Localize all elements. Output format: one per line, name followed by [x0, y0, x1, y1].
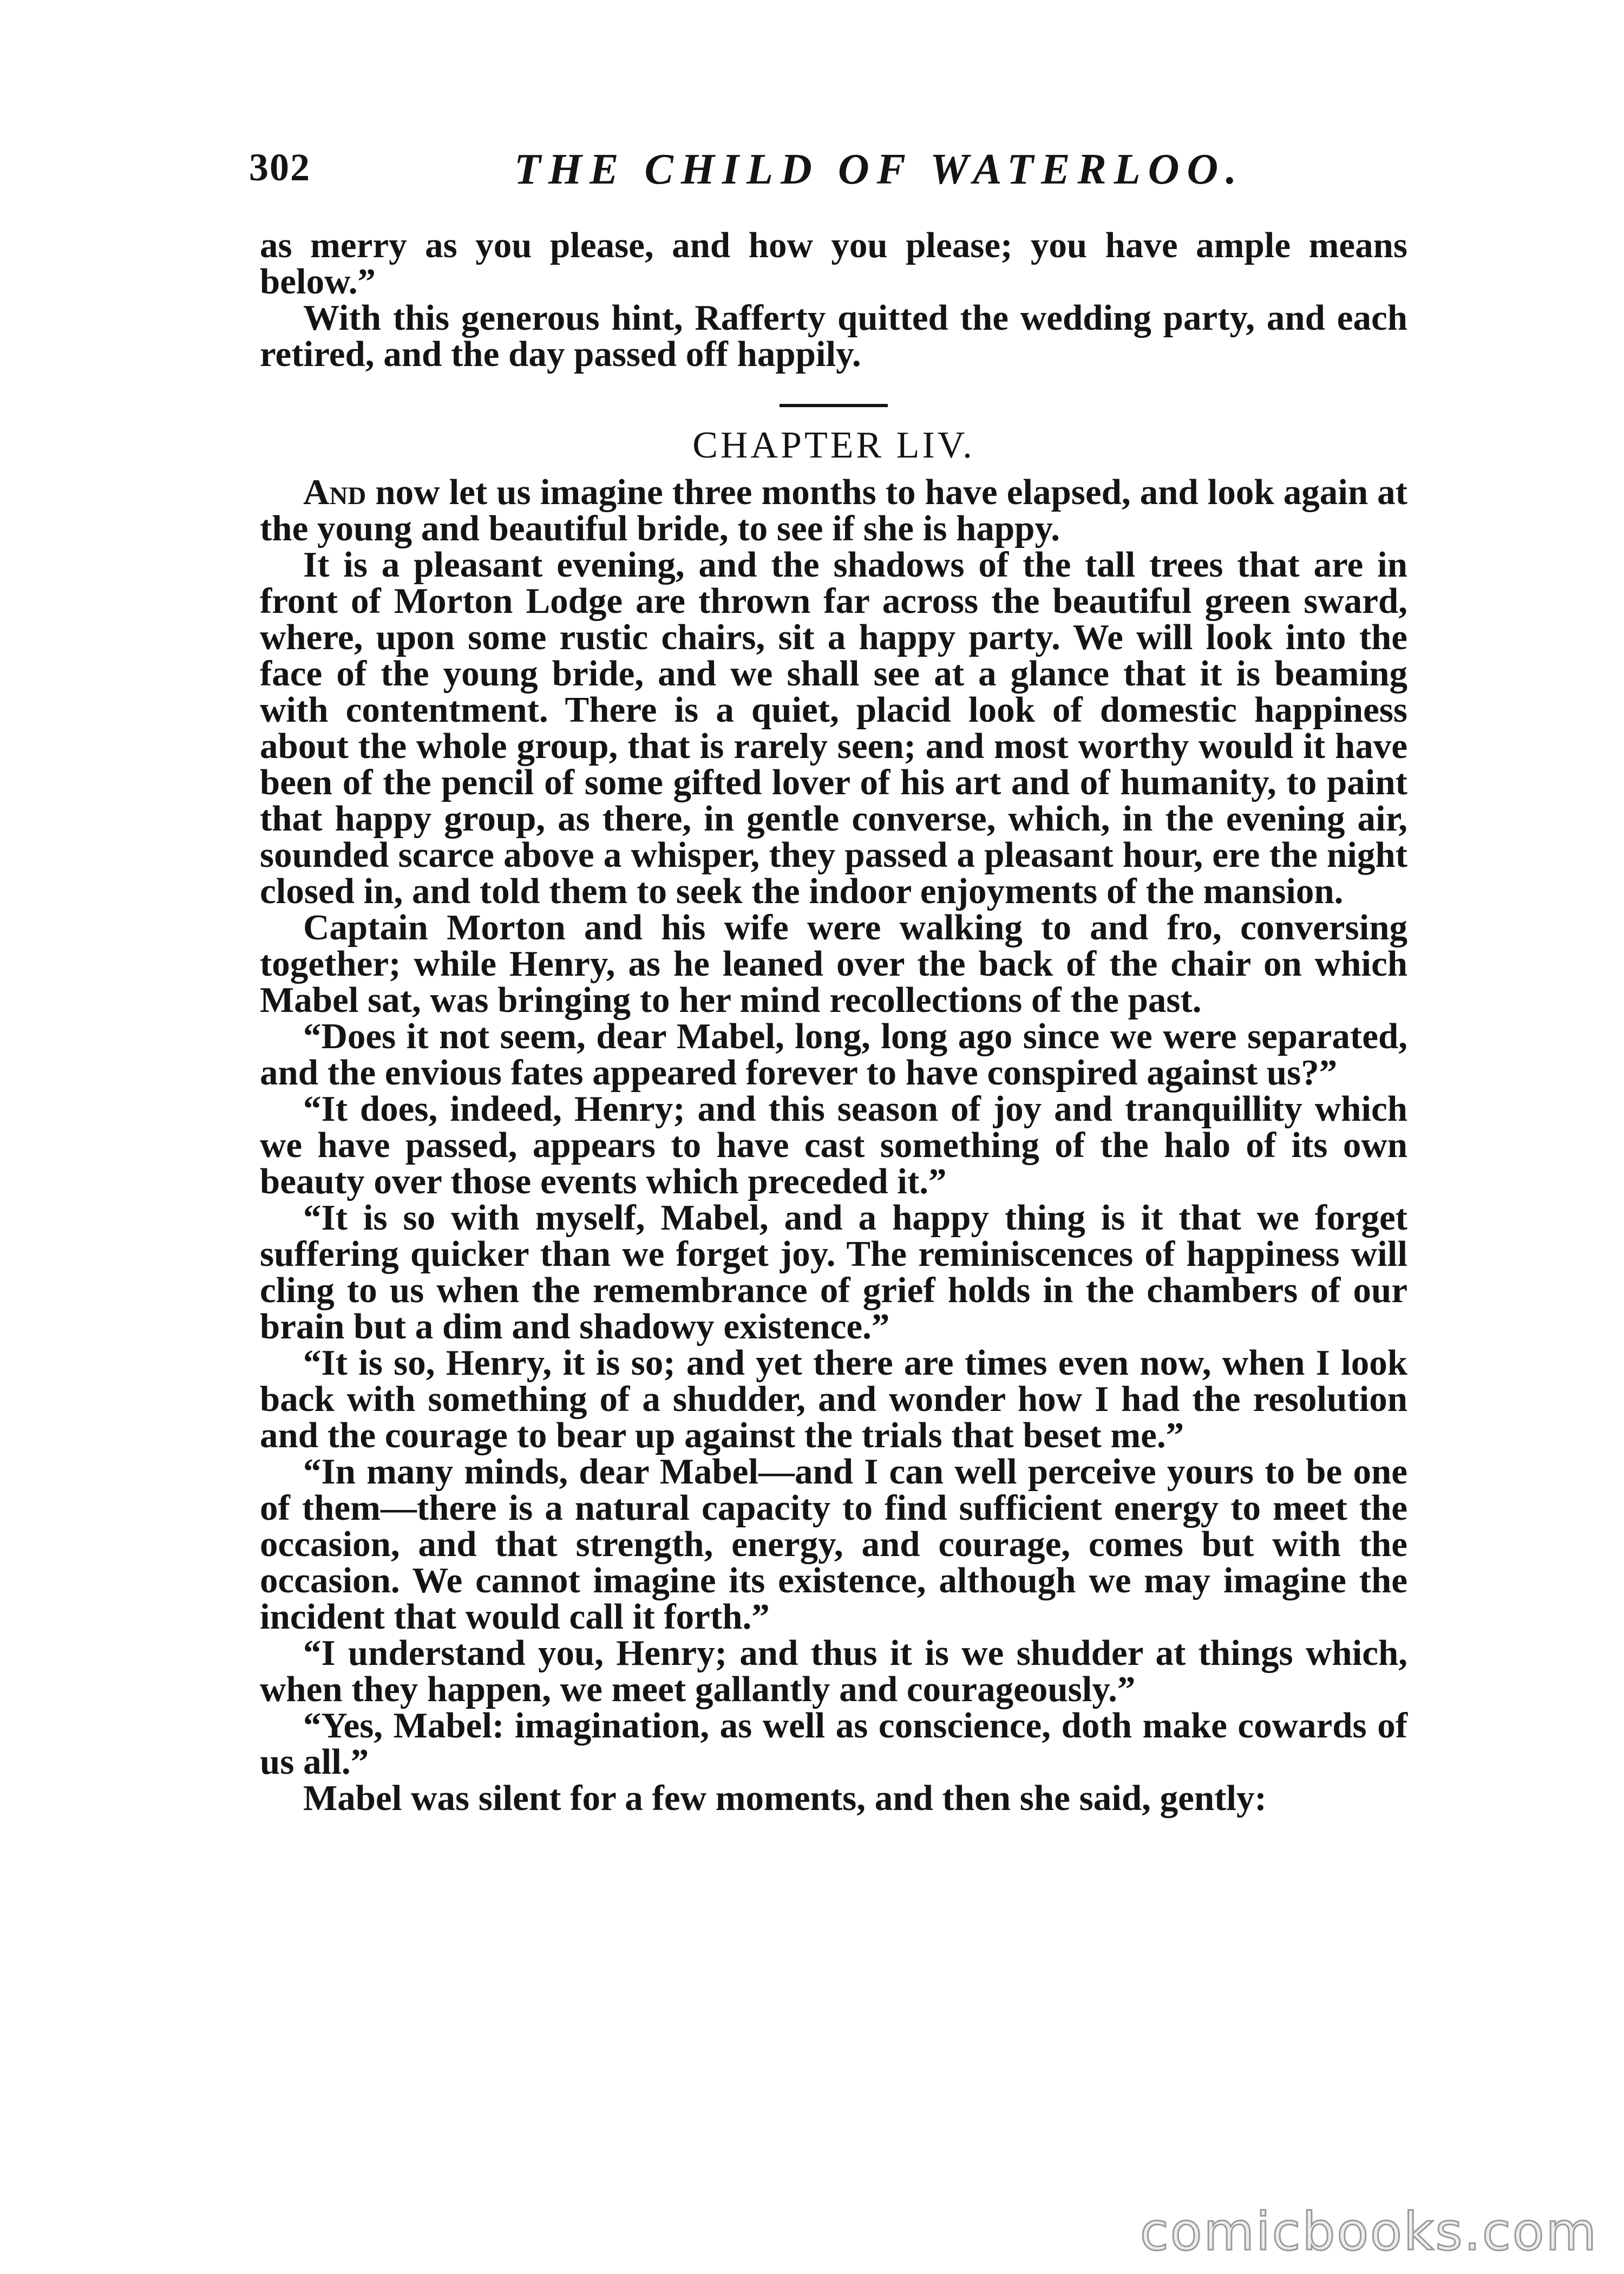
paragraph: “It is so, Henry, it is so; and yet there are times even now, when I look back with something of a shudder, and wonder how I had the resolution and the courage to bear up against the trials that beset me.” [260, 1343, 1407, 1455]
site-watermark: comicbooks.com [1140, 2201, 1598, 2262]
paragraph: “In many minds, dear Mabel—and I can well perceive yours to be one of them—there is a natural capacity to find sufficient energy to meet the occasion, and that strength, energy, and courage, comes but with the occasion. We cannot imagine its existence, although we may imagine the incident that would call it forth.” [260, 1452, 1407, 1637]
paragraph: Mabel was silent for a few moments, and then she said, gently: [303, 1778, 1267, 1818]
paragraph: “It is so with myself, Mabel, and a happy thing is it that we forget suffering quicker than we forget joy. The reminiscences of happiness will cling to us when the remembrance of grief holds in the chambers of our brain but a dim and shadowy existence.” [260, 1198, 1407, 1347]
paragraph: “Yes, Mabel: imagination, as well as conscience, doth make cowards of us all.” [260, 1706, 1407, 1782]
paragraph: “Does it not seem, dear Mabel, long, long ago since we were separated, and the envious fates appeared forever to have conspired against us?” [260, 1016, 1407, 1093]
running-head [249, 145, 1407, 205]
opening-word: And [303, 472, 366, 512]
chapter-opening-paragraph [260, 474, 1407, 547]
paragraph: Captain Morton and his wife were walking to and fro, conversing together; while Henry, as he leaned over the back of the chair on which Mabel sat, was bringing to her mind recollections of the past. [260, 907, 1407, 1020]
page-number: 302 [249, 146, 311, 189]
paragraph: “I understand you, Henry; and thus it is we shudder at things which, when they happen, we meet gallantly and courageously.” [260, 1633, 1407, 1709]
section-divider [780, 404, 888, 407]
chapter-heading: CHAPTER LIV. [692, 424, 975, 466]
paragraph: “It does, indeed, Henry; and this season of joy and tranquillity which we have passed, appears to have cast something of the halo of its own beauty over those events which preceded it.” [260, 1089, 1407, 1201]
paragraph: It is a pleasant evening, and the shadows of the tall trees that are in front of Morton Lodge are thrown far across the beautiful green sward, where, upon some rustic chairs, sit a happy party. We will look into the face of the young bride, and we shall see at a glance that it is beaming with contentment. There is a quiet, placid look of domestic happiness about the whole group, that is rarely seen; and most worthy would it have been of the pencil of some gifted lover of his art and of humanity, to paint that happy group, as there, in gentle converse, which, in the evening air, sounded scarce above a whisper, they passed a pleasant hour, ere the night closed in, and told them to seek the indoor enjoyments of the mansion. [260, 545, 1407, 911]
running-title: THE CHILD OF WATERLOO. [514, 146, 1245, 193]
body-text [260, 227, 1407, 1816]
paragraph: With this generous hint, Rafferty quitted the wedding party, and each retired, and the day passed off happily. [260, 298, 1407, 374]
paragraph: as merry as you please, and how you please; you have ample means below.” [260, 225, 1407, 302]
opening-text: now let us imagine three months to have elapsed, and look again at the young and beautiful bride, to see if she is happy. [260, 472, 1407, 548]
